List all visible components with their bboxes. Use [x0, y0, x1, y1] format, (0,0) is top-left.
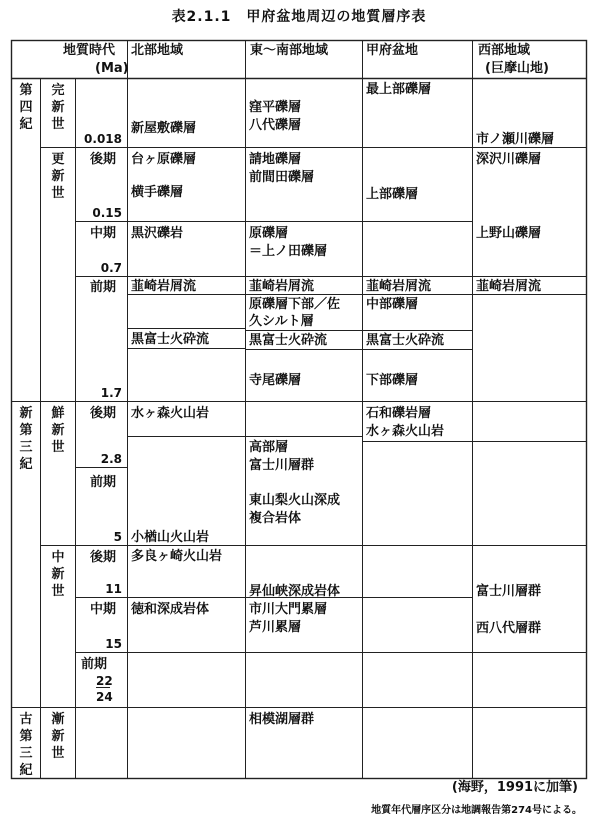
kofu-upper: 上部礫層: [366, 187, 419, 202]
east-sagamiko: 相模湖層群: [249, 712, 315, 727]
footnote-reference: 地質年代層序区分は地調報告第274号による。: [371, 805, 582, 816]
header-west-sub: (巨摩山地): [485, 61, 549, 76]
east-takabe: 高部層: [249, 440, 289, 455]
kofu-uppermost: 最上部礫層: [366, 82, 432, 97]
north-shinyashiki: 新屋敷礫層: [131, 121, 197, 136]
west-nishiyatsushiro: 西八代層群: [476, 621, 542, 636]
table-title: 表2.1.1 甲府盆地周辺の地質層序表: [171, 9, 427, 25]
age-17: 1.7: [100, 386, 122, 400]
age-015: 0.15: [92, 206, 122, 220]
east-hara-lower-2: 久シルト層: [249, 314, 314, 329]
kofu-nirasaki: 韮崎岩屑流: [366, 279, 432, 294]
west-uenoyama: 上野山礫層: [476, 226, 542, 241]
stage-pliocene-early: 前期: [90, 475, 117, 490]
west-fukasawagawa: 深沢川礫層: [476, 152, 542, 167]
west-ichinosegawa: 市ノ瀬川礫層: [476, 132, 555, 147]
epoch-pliocene: 鮮新世: [51, 406, 65, 455]
east-higashiyamanashi: 東山梨火山深成: [249, 493, 341, 508]
age-15: 15: [105, 637, 122, 651]
header-west: 西部地域: [478, 43, 531, 58]
stage-miocene-middle: 中期: [90, 602, 117, 617]
age-07: 0.7: [100, 261, 122, 275]
north-daigahara: 台ヶ原礫層: [131, 152, 197, 167]
east-nirasaki: 韮崎岩屑流: [249, 279, 315, 294]
header-age-unit: (Ma): [95, 61, 129, 76]
footnote-source: (海野，1991に加筆): [451, 780, 578, 795]
period-neogene: 新第三紀: [19, 406, 33, 472]
header-east-south: 東～南部地域: [250, 43, 329, 58]
stage-miocene-late: 後期: [90, 550, 117, 565]
age-28: 2.8: [100, 452, 122, 466]
age-11: 11: [105, 582, 122, 596]
east-fujikawa: 富士川層群: [249, 458, 315, 473]
epoch-miocene: 中新世: [51, 550, 65, 599]
east-kubodaira: 窪平礫層: [249, 100, 302, 115]
header-north: 北部地域: [131, 43, 184, 58]
east-ashikawa: 芦川累層: [249, 620, 302, 635]
east-hara-lower-1: 原礫層下部／佐: [249, 297, 341, 312]
stage-miocene-early: 前期: [81, 657, 108, 672]
header-kofu: 甲府盆地: [366, 43, 419, 58]
kofu-middle: 中部礫層: [366, 297, 419, 312]
east-hara: 原礫層: [249, 226, 289, 241]
north-towa: 徳和深成岩体: [131, 602, 210, 617]
east-ichikawadaimon: 市川大門累層: [249, 602, 328, 617]
stage-pleistocene-middle: 中期: [90, 226, 117, 241]
period-quaternary: 第四紀: [19, 83, 33, 132]
kofu-mizugamori: 水ヶ森火山岩: [366, 424, 445, 439]
kofu-kurofuji: 黒富士火砕流: [366, 333, 445, 348]
north-nirasaki: 韮崎岩屑流: [131, 279, 197, 294]
east-kurofuji: 黒富士火砕流: [249, 333, 328, 348]
age-5: 5: [113, 530, 122, 544]
east-shosenkyo: 昇仙峡深成岩体: [249, 584, 341, 599]
east-terao: 寺尾礫層: [249, 373, 302, 388]
epoch-pleistocene: 更新世: [51, 152, 65, 201]
east-yatsushiro: 八代礫層: [249, 118, 302, 133]
north-mizugamori: 水ヶ森火山岩: [131, 406, 210, 421]
north-kurofuji: 黒富士火砕流: [131, 332, 210, 347]
north-kurosawa: 黒沢礫岩: [131, 226, 184, 241]
period-paleogene: 古第三紀: [19, 712, 33, 778]
age-0018: 0.018: [84, 132, 122, 146]
east-kaminota: ＝上ノ田礫層: [249, 244, 328, 259]
stage-pleistocene-late: 後期: [90, 152, 117, 167]
east-maemada: 前間田礫層: [249, 170, 315, 185]
east-ukechi: 請地礫層: [249, 152, 302, 167]
epoch-oligocene: 漸新世: [51, 712, 65, 761]
header-age-label: 地質時代: [63, 43, 116, 58]
kofu-lower: 下部礫層: [366, 373, 419, 388]
east-fukugo: 複合岩体: [249, 511, 302, 526]
north-yokote: 横手礫層: [131, 185, 184, 200]
age-24: 24: [96, 690, 113, 704]
stage-pliocene-late: 後期: [90, 406, 117, 421]
kofu-isawa: 石和礫岩層: [366, 406, 432, 421]
epoch-holocene: 完新世: [51, 83, 65, 132]
north-konarayama: 小楢山火山岩: [131, 530, 210, 545]
west-fujikawa: 富士川層群: [476, 584, 542, 599]
west-nirasaki: 韮崎岩屑流: [476, 279, 542, 294]
age-22: 22: [96, 674, 113, 688]
stage-pleistocene-early: 前期: [90, 280, 117, 295]
north-taragasaki: 多良ヶ崎火山岩: [131, 549, 223, 564]
